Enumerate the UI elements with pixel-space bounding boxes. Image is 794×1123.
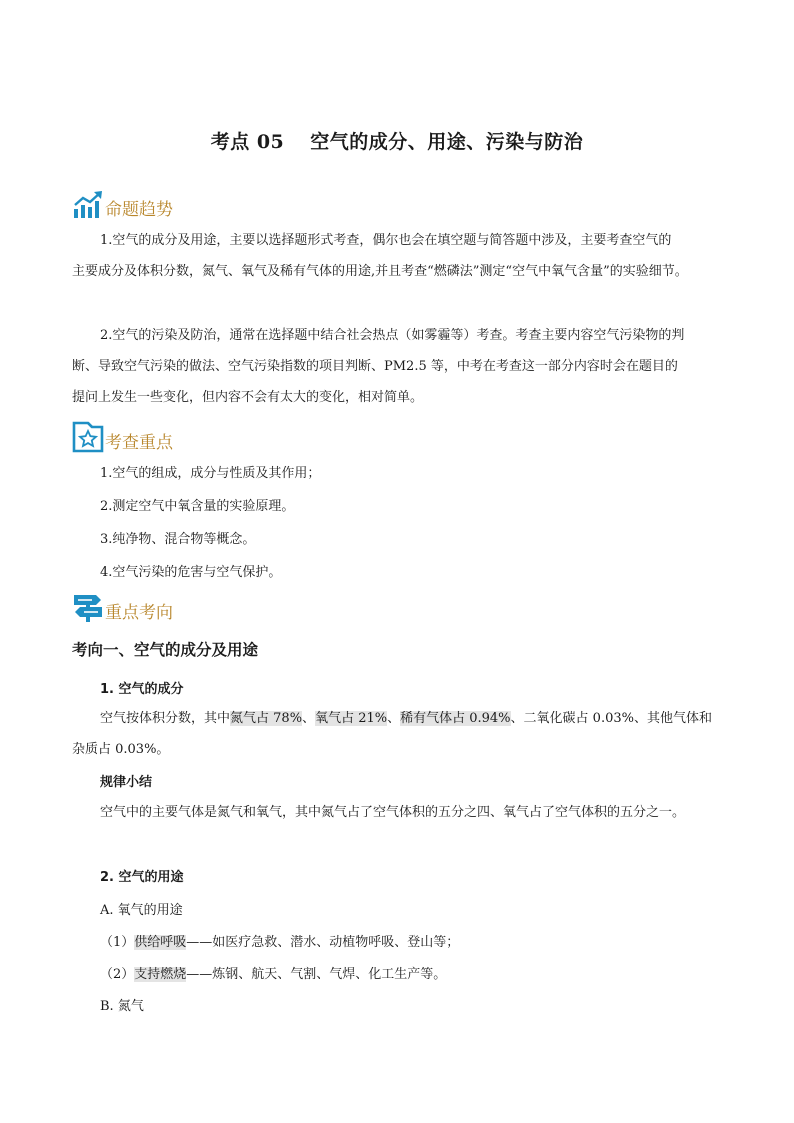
text-line: 杂质占 0.03%。 [72,742,170,757]
title-text: 空气的成分、用途、污染与防治 [310,131,584,153]
summary-text [72,797,722,828]
bar-chart-trend-icon [72,190,104,220]
nitrogen-title: B. 氮气 [100,999,144,1014]
uses-list [72,895,722,1023]
section-header-direction [72,589,173,623]
section-label-trend: 命题趋势 [105,200,173,220]
section-label-direction: 重点考向 [105,603,173,623]
text-line: 提问上发生一些变化，但内容不会有太大的变化，相对简单。 [72,390,424,405]
focus-item: 1.空气的组成，成分与性质及其作用； [100,466,321,481]
page-title [0,127,794,154]
text-span: （2） [100,967,135,982]
trend-paragraph-2 [72,320,722,413]
highlight-noble-gas: 稀有气体占 0.94% [400,711,511,726]
highlight-respiration: 供给呼吸 [134,935,187,950]
subheading-uses: 2. 空气的用途 [100,870,184,885]
subheading-composition: 1. 空气的成分 [100,682,184,697]
text-span: ——炼钢、航天、气割、气焊、化工生产等。 [186,967,447,982]
star-document-icon [72,421,104,453]
signpost-icon [72,591,104,623]
direction-one-heading: 考向一、空气的成分及用途 [72,641,259,659]
oxygen-use-item [72,927,722,959]
section-header-trend [72,186,173,220]
composition-paragraph [72,703,722,765]
highlight-nitrogen: 氮气占 78% [230,711,303,726]
trend-paragraph-1 [72,225,722,287]
section-label-focus: 考查重点 [105,433,173,453]
text-line: 主要成分及体积分数，氮气、氧气及稀有气体的用途,并且考查“燃磷法”测定“空气中氧气含量”的实验细节。 [72,264,688,279]
oxygen-use-title: A. 氧气的用途 [100,903,183,918]
highlight-oxygen: 氧气占 21% [315,711,388,726]
section-header-focus [72,419,173,453]
text-line [72,703,722,734]
text-span: 、二氧化碳占 0.03%、其他气体和 [510,711,712,726]
text-span: 、 [302,711,316,726]
text-span: 空气按体积分数，其中 [100,711,231,726]
highlight-combustion: 支持燃烧 [134,967,187,982]
summary-title: 规律小结 [100,775,153,790]
text-line: 2.空气的污染及防治，通常在选择题中结合社会热点（如雾霾等）考查。考查主要内容空气污染物的判 [100,328,685,343]
text-span: （1） [100,935,135,950]
text-line: 断、导致空气污染的做法、空气污染指数的项目判断、PM2.5 等，中考在考查这一部分内容时会在题目的 [72,359,678,374]
text-line: 1.空气的成分及用途，主要以选择题形式考查，偶尔也会在填空题与简答题中涉及，主要考查空气的 [100,233,672,248]
text-span: ——如医疗急救、潜水、动植物呼吸、登山等； [186,935,460,950]
focus-item: 2.测定空气中氧含量的实验原理。 [100,499,295,514]
title-number: 考点 05 [210,131,285,153]
text-line: 空气中的主要气体是氮气和氧气，其中氮气占了空气体积的五分之四、氧气占了空气体积的五分之一。 [100,805,686,820]
focus-list [72,457,722,589]
text-span: 、 [387,711,401,726]
focus-item: 4.空气污染的危害与空气保护。 [100,565,282,580]
oxygen-use-item [72,959,722,991]
focus-item: 3.纯净物、混合物等概念。 [100,532,256,547]
